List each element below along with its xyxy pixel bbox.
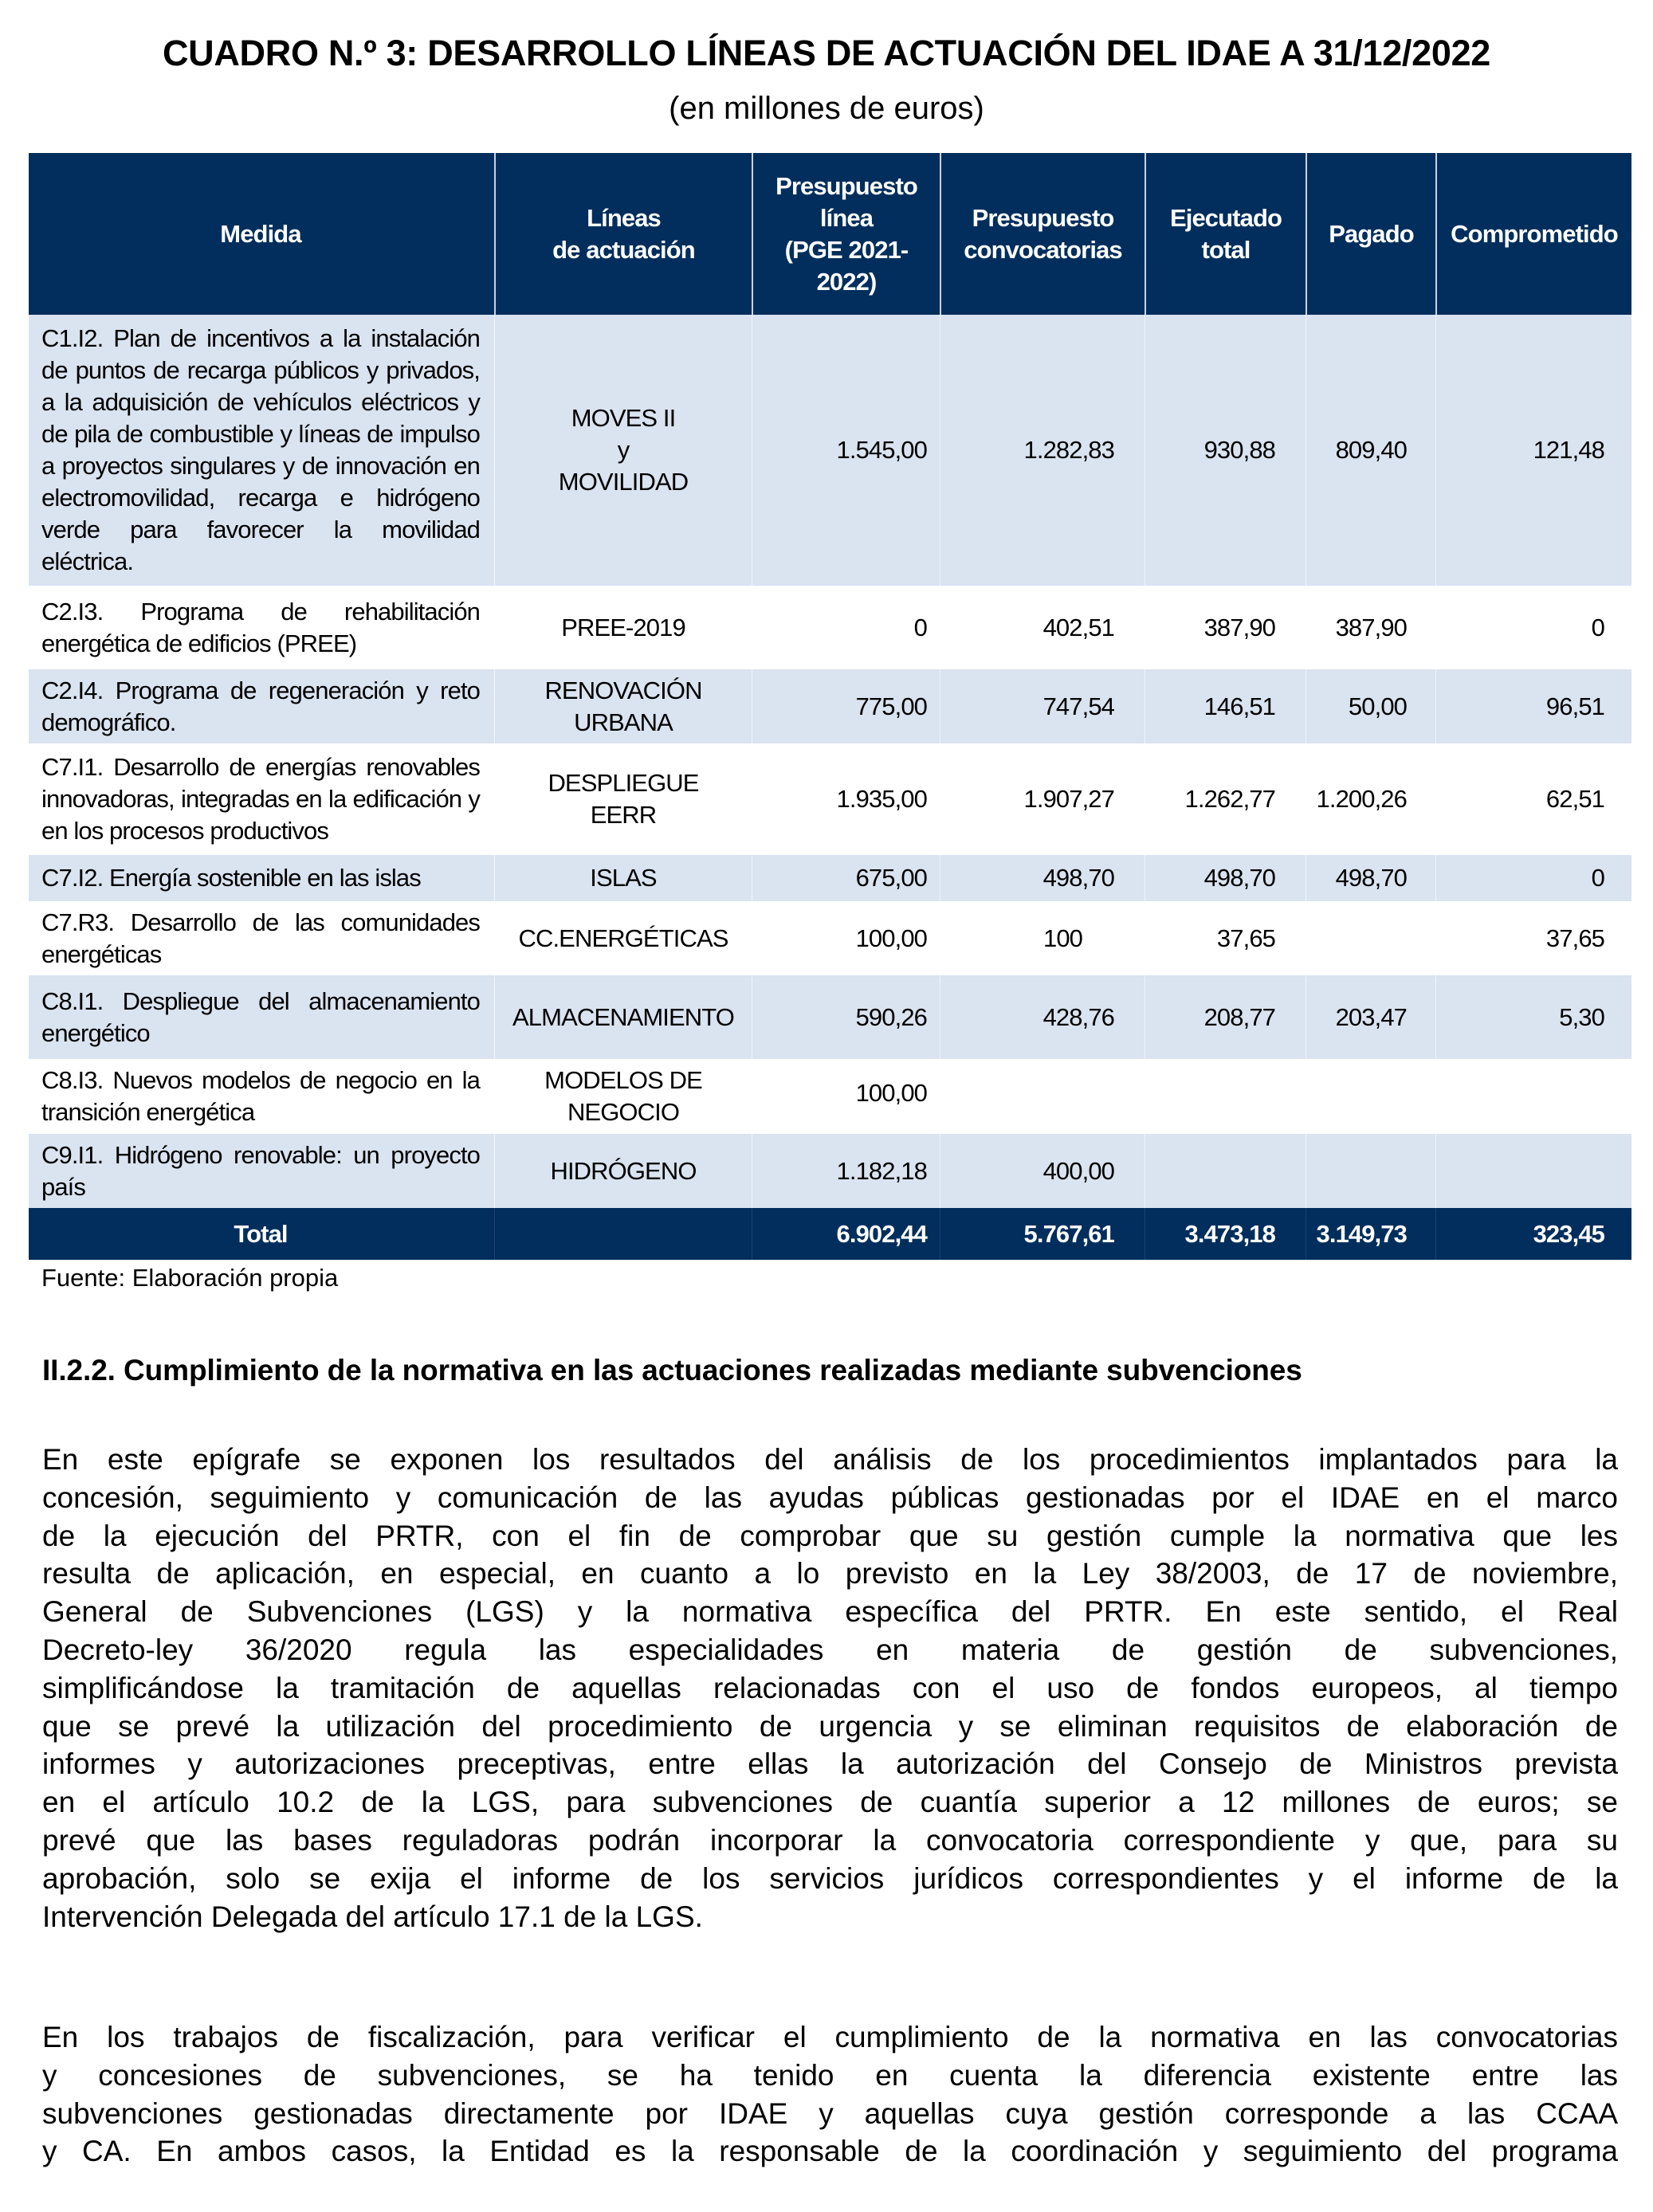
paragraph-line: Intervención Delegada del artículo 17.1 de la LGS. xyxy=(42,1900,703,1933)
cell-comprometido: 5,30 xyxy=(1435,975,1631,1059)
header-label-line: línea xyxy=(819,203,874,232)
header-label-line: 2022) xyxy=(816,267,877,296)
cell-presupuesto-linea: 1.935,00 xyxy=(752,743,940,855)
table-row xyxy=(29,975,1631,1059)
cell-linea-actuacion: PREE-2019 xyxy=(494,586,752,669)
header-label-line: de actuación xyxy=(552,235,695,264)
body-paragraph-1 xyxy=(42,1441,1618,1936)
paragraph-line: En los trabajos de fiscalización, para verificar el cumplimiento de la normativa en las convocatorias xyxy=(42,2021,1618,2053)
total-ejecutado-total: 3.473,18 xyxy=(1145,1208,1306,1260)
table-title: CUADRO N.º 3: DESARROLLO LÍNEAS DE ACTUACIÓN DEL IDAE A 31/12/2022 xyxy=(162,33,1491,73)
table-row xyxy=(29,743,1631,855)
paragraph-line: resulta de aplicación, en especial, en cuanto a lo previsto en la Ley 38/2003, de 17 de noviembre, xyxy=(42,1557,1618,1590)
cell-presupuesto-convocatorias: 402,51 xyxy=(940,586,1145,669)
cell-presupuesto-linea: 1.545,00 xyxy=(752,315,940,586)
cell-presupuesto-convocatorias: 747,54 xyxy=(940,669,1145,743)
paragraph-line: aprobación, solo se exija el informe de los servicios jurídicos correspondientes y el informe de la xyxy=(42,1861,1618,1895)
paragraph-line: y concesiones de subvenciones, se ha tenido en cuenta la diferencia existente entre las xyxy=(42,2058,1618,2092)
table-row xyxy=(29,586,1631,669)
table-total-row xyxy=(29,1208,1631,1260)
cell-ejecutado-total: 146,51 xyxy=(1145,669,1306,743)
header-ejecutado-total xyxy=(1145,153,1306,315)
table-row xyxy=(29,1059,1631,1134)
cell-pagado xyxy=(1306,901,1435,975)
cell-presupuesto-convocatorias: 1.282,83 xyxy=(940,315,1145,586)
cell-linea-actuacion: MODELOS DE NEGOCIO xyxy=(494,1059,752,1134)
cell-comprometido: 37,65 xyxy=(1435,901,1631,975)
header-pagado xyxy=(1306,153,1435,315)
cell-linea-actuacion: ALMACENAMIENTO xyxy=(494,975,752,1059)
cell-pagado xyxy=(1306,1134,1435,1208)
cell-ejecutado-total: 498,70 xyxy=(1145,855,1306,901)
header-medida xyxy=(29,153,494,315)
cell-linea-actuacion: DESPLIEGUE EERR xyxy=(494,743,752,855)
cell-linea-actuacion: ISLAS xyxy=(494,855,752,901)
total-presupuesto-linea: 6.902,44 xyxy=(752,1208,940,1260)
table-row xyxy=(29,315,1631,586)
paragraph-line: informes y autorizaciones preceptivas, entre ellas la autorización del Consejo de Ministros prevista xyxy=(42,1747,1618,1781)
paragraph-line: simplificándose la tramitación de aquellas relacionadas con el uso de fondos europeos, al tiempo xyxy=(42,1671,1618,1704)
header-label-line: Comprometido xyxy=(1451,219,1618,248)
paragraph-line: subvenciones gestionadas directamente por IDAE y aquellas cuya gestión corresponde a las CCAA xyxy=(42,2096,1618,2130)
cell-pagado: 809,40 xyxy=(1306,315,1435,586)
cell-pagado: 50,00 xyxy=(1306,669,1435,743)
header-lineas-actuacion xyxy=(494,153,752,315)
header-presupuesto-linea xyxy=(752,153,940,315)
header-label-line: Pagado xyxy=(1329,219,1414,248)
cell-comprometido xyxy=(1435,1059,1631,1134)
paragraph-line: concesión, seguimiento y comunicación de las ayudas públicas gestionadas por el IDAE en el marco xyxy=(42,1481,1618,1514)
cell-comprometido: 96,51 xyxy=(1435,669,1631,743)
paragraph-line: En este epígrafe se exponen los resultados del análisis de los procedimientos implantados para la xyxy=(42,1443,1618,1476)
cell-comprometido: 0 xyxy=(1435,855,1631,901)
cell-medida: C7.R3. Desarrollo de las comunidades energéticas xyxy=(41,908,480,968)
cell-ejecutado-total xyxy=(1145,1134,1306,1208)
table-row xyxy=(29,901,1631,975)
total-presupuesto-convocatorias: 5.767,61 xyxy=(940,1208,1145,1260)
cell-comprometido xyxy=(1435,1134,1631,1208)
cell-linea-actuacion: MOVES II y MOVILIDAD xyxy=(494,315,752,586)
cell-pagado xyxy=(1306,1059,1435,1134)
header-label-line: (PGE 2021- xyxy=(784,235,909,264)
paragraph-line: Decreto-ley 36/2020 regula las especialidades en materia de gestión de subvenciones, xyxy=(42,1633,1618,1666)
paragraph-line: y CA. En ambos casos, la Entidad es la responsable de la coordinación y seguimiento del programa xyxy=(42,2135,1618,2168)
cell-presupuesto-linea: 100,00 xyxy=(752,1059,940,1134)
cell-presupuesto-linea: 0 xyxy=(752,586,940,669)
table-row xyxy=(29,855,1631,901)
cell-linea-actuacion: CC.ENERGÉTICAS xyxy=(494,901,752,975)
header-label-line: Presupuesto xyxy=(775,171,917,200)
paragraph-line: que se prevé la utilización del procedimiento de urgencia y se eliminan requisitos de elaboración de xyxy=(42,1709,1618,1743)
header-label-line: Presupuesto xyxy=(972,203,1114,232)
cell-ejecutado-total: 930,88 xyxy=(1145,315,1306,586)
cell-medida: C9.I1. Hidrógeno renovable: un proyecto país xyxy=(41,1140,480,1201)
header-presupuesto-convocatorias xyxy=(940,153,1145,315)
cell-medida: C2.I3. Programa de rehabilitación energética de edificios (PREE) xyxy=(41,597,480,657)
table-row xyxy=(29,1134,1631,1208)
cell-comprometido: 121,48 xyxy=(1435,315,1631,586)
cell-ejecutado-total: 208,77 xyxy=(1145,975,1306,1059)
cell-medida: C7.I2. Energía sostenible en las islas xyxy=(41,864,421,892)
cell-medida: C7.I1. Desarrollo de energías renovables innovadoras, integradas en la edificación y en los procesos productivos xyxy=(41,753,480,845)
cell-linea-actuacion: RENOVACIÓN URBANA xyxy=(494,669,752,743)
cell-presupuesto-convocatorias: 498,70 xyxy=(940,855,1145,901)
header-label-line: Medida xyxy=(220,219,301,248)
cell-comprometido: 62,51 xyxy=(1435,743,1631,855)
header-label-line: Líneas xyxy=(587,203,661,232)
cell-presupuesto-convocatorias: 1.907,27 xyxy=(940,743,1145,855)
cell-comprometido: 0 xyxy=(1435,586,1631,669)
cell-presupuesto-convocatorias: 428,76 xyxy=(940,975,1145,1059)
cell-presupuesto-convocatorias xyxy=(940,1059,1145,1134)
cell-presupuesto-convocatorias: 100 xyxy=(940,901,1145,975)
cell-medida: C8.I3. Nuevos modelos de negocio en la transición energética xyxy=(41,1066,480,1126)
cell-presupuesto-convocatorias: 400,00 xyxy=(940,1134,1145,1208)
total-comprometido: 323,45 xyxy=(1435,1208,1631,1260)
paragraph-line: prevé que las bases reguladoras podrán incorporar la convocatoria correspondiente y que, para su xyxy=(42,1823,1618,1857)
paragraph-line: de la ejecución del PRTR, con el fin de comprobar que su gestión cumple la normativa que les xyxy=(42,1519,1618,1552)
cell-linea-actuacion: HIDRÓGENO xyxy=(494,1134,752,1208)
table-header-row xyxy=(29,153,1631,315)
header-comprometido xyxy=(1435,153,1631,315)
cell-ejecutado-total: 1.262,77 xyxy=(1145,743,1306,855)
total-label: Total xyxy=(234,1219,288,1248)
total-pagado: 3.149,73 xyxy=(1306,1208,1435,1260)
total-linea xyxy=(494,1208,752,1260)
cell-ejecutado-total: 387,90 xyxy=(1145,586,1306,669)
section-heading: II.2.2. Cumplimiento de la normativa en las actuaciones realizadas mediante subvenciones xyxy=(42,1354,1302,1386)
cell-pagado: 387,90 xyxy=(1306,586,1435,669)
cell-medida: C2.I4. Programa de regeneración y reto demográfico. xyxy=(41,676,480,736)
paragraph-line: General de Subvenciones (LGS) y la normativa específica del PRTR. En este sentido, el Real xyxy=(42,1595,1618,1629)
cell-pagado: 203,47 xyxy=(1306,975,1435,1059)
cell-ejecutado-total: 37,65 xyxy=(1145,901,1306,975)
cell-medida: C1.I2. Plan de incentivos a la instalación de puntos de recarga públicos y privados, a la adquisición de vehículos eléctricos y de pila de combustible y líneas de impulso a proyectos singulares y de innovación en electromovilidad, recarga e hidrógeno verde para favorecer la movilidad eléctrica. xyxy=(41,324,480,575)
table-row xyxy=(29,669,1631,743)
header-label-line: total xyxy=(1201,235,1251,264)
cell-presupuesto-linea: 590,26 xyxy=(752,975,940,1059)
cell-pagado: 498,70 xyxy=(1306,855,1435,901)
table-subtitle: (en millones de euros) xyxy=(669,91,984,126)
table-source-note: Fuente: Elaboración propia xyxy=(41,1264,339,1292)
header-label-line: convocatorias xyxy=(964,235,1122,264)
cell-medida: C8.I1. Despliegue del almacenamiento energético xyxy=(41,986,480,1047)
cell-presupuesto-linea: 100,00 xyxy=(752,901,940,975)
paragraph-line: en el artículo 10.2 de la LGS, para subvenciones de cuantía superior a 12 millones de euros; se xyxy=(42,1786,1618,1819)
cell-ejecutado-total xyxy=(1145,1059,1306,1134)
cell-presupuesto-linea: 775,00 xyxy=(752,669,940,743)
cell-pagado: 1.200,26 xyxy=(1306,743,1435,855)
header-label-line: Ejecutado xyxy=(1169,203,1282,232)
cell-presupuesto-linea: 1.182,18 xyxy=(752,1134,940,1208)
body-paragraph-2 xyxy=(42,2018,1618,2171)
cell-presupuesto-linea: 675,00 xyxy=(752,855,940,901)
